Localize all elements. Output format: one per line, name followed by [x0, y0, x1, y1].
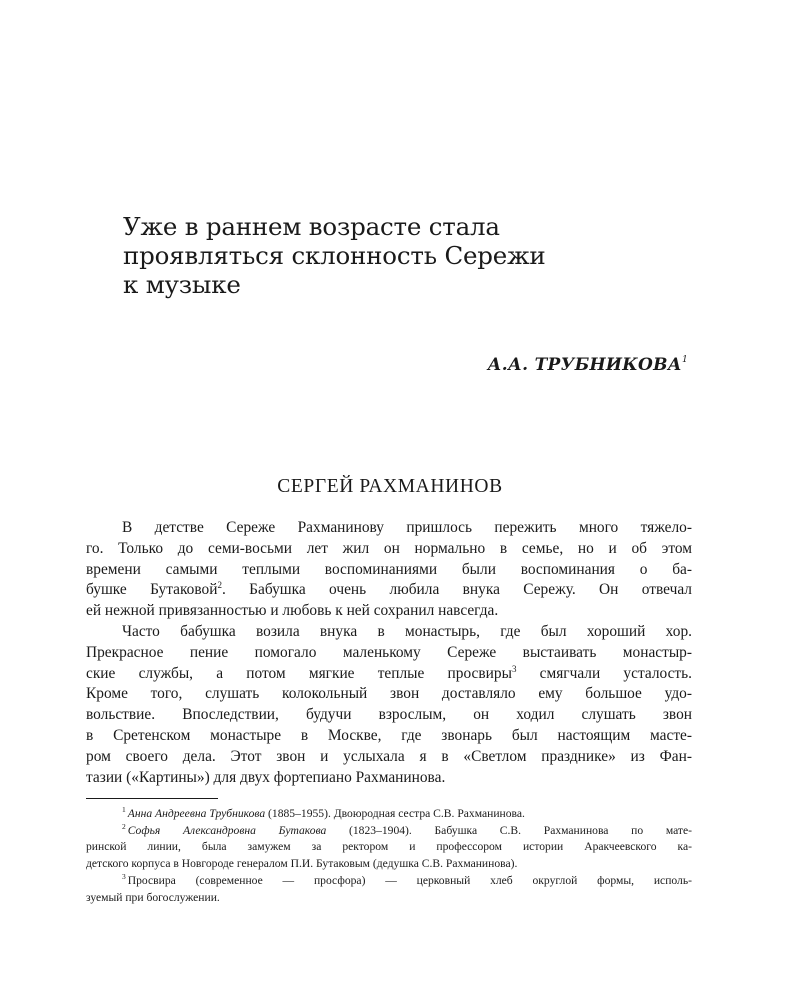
text-line — [86, 664, 692, 685]
footnote-line: зуемый при богослужении. — [86, 890, 220, 904]
footnote-line: ринской линии, была замужем за ректором и профессором истории Аракчеевского ка- — [86, 840, 692, 854]
text-fragment: ские службы, а потом мягкие теплые просвиры — [86, 664, 512, 682]
text-line: тазии («Картины») для двух фортепиано Рахманинова. — [86, 768, 446, 786]
text-fragment: бушке Бутаковой — [86, 581, 218, 599]
text-line: вольствие. Впоследствии, будучи взрослым, он ходил слушать звон — [86, 706, 692, 724]
footnote-number: 2 — [122, 821, 126, 831]
chapter-title-line: к музыке — [123, 270, 241, 299]
chapter-title — [123, 212, 643, 299]
body-text — [86, 518, 692, 788]
text-line: Кроме того, слушать колокольный звон доставляло ему большое удо- — [86, 685, 692, 703]
author-footnote-ref: 1 — [681, 355, 688, 365]
footnote-text: (1823–1904). Бабушка С.В. Рахманинова по мате- — [326, 823, 692, 837]
footnote-number: 1 — [122, 805, 126, 814]
footnote-text: (1885–1955). Двоюродная сестра С.В. Рахманинова. — [265, 807, 525, 820]
footnotes — [86, 806, 692, 906]
text-line: в Сретенском монастыре в Москве, где звонарь был настоящим масте- — [86, 726, 692, 744]
footnote-ref: 3 — [511, 663, 517, 674]
footnote-divider — [86, 798, 218, 799]
text-fragment: смягчали усталость. — [516, 664, 693, 682]
footnote-person: Анна Андреевна Трубникова — [127, 807, 266, 820]
footnote-3 — [86, 873, 692, 890]
text-line: Прекрасное пение помогало маленькому Сереже выстаивать монастыр- — [86, 643, 692, 661]
text-line — [86, 580, 692, 601]
footnote-line: детского корпуса в Новгороде генералом П.И. Бутаковым (дедушка С.В. Рахманинова). — [86, 857, 518, 871]
section-heading: СЕРГЕЙ РАХМАНИНОВ — [277, 476, 503, 497]
text-fragment: . Бабушка очень любила внука Сережу. Он отвечал — [221, 581, 692, 599]
text-line: ей нежной привязанностью и любовь к ней сохранил навсегда. — [86, 602, 499, 620]
text-line: го. Только до семи-восьми лет жил он нормально в семье, но и об этом — [86, 539, 692, 557]
text-line: В детстве Сереже Рахманинову пришлось пережить много тяжело- — [122, 519, 692, 536]
footnote-2 — [86, 823, 692, 840]
chapter-title-line: проявляться склонность Сережи — [123, 241, 546, 270]
footnote-1 — [86, 806, 692, 823]
text-line: ром своего дела. Этот звон и услыхала я в «Светлом празднике» из Фан- — [86, 747, 692, 765]
footnote-number: 3 — [122, 871, 126, 881]
author-name — [488, 355, 688, 375]
author-text: А.А. ТРУБНИКОВА — [487, 355, 682, 375]
footnote-person: Софья Александровна Бутакова — [127, 823, 327, 837]
text-line: времени самыми теплыми воспоминаниями были воспоминания о ба- — [86, 560, 692, 578]
chapter-title-line: Уже в раннем возрасте стала — [123, 212, 500, 241]
text-line: Часто бабушка возила внука в монастырь, где был хороший хор. — [122, 622, 692, 640]
footnote-text: Просвира (современное — просфора) — церковный хлеб округлой формы, исполь- — [127, 873, 692, 887]
footnote-ref: 2 — [217, 580, 222, 591]
